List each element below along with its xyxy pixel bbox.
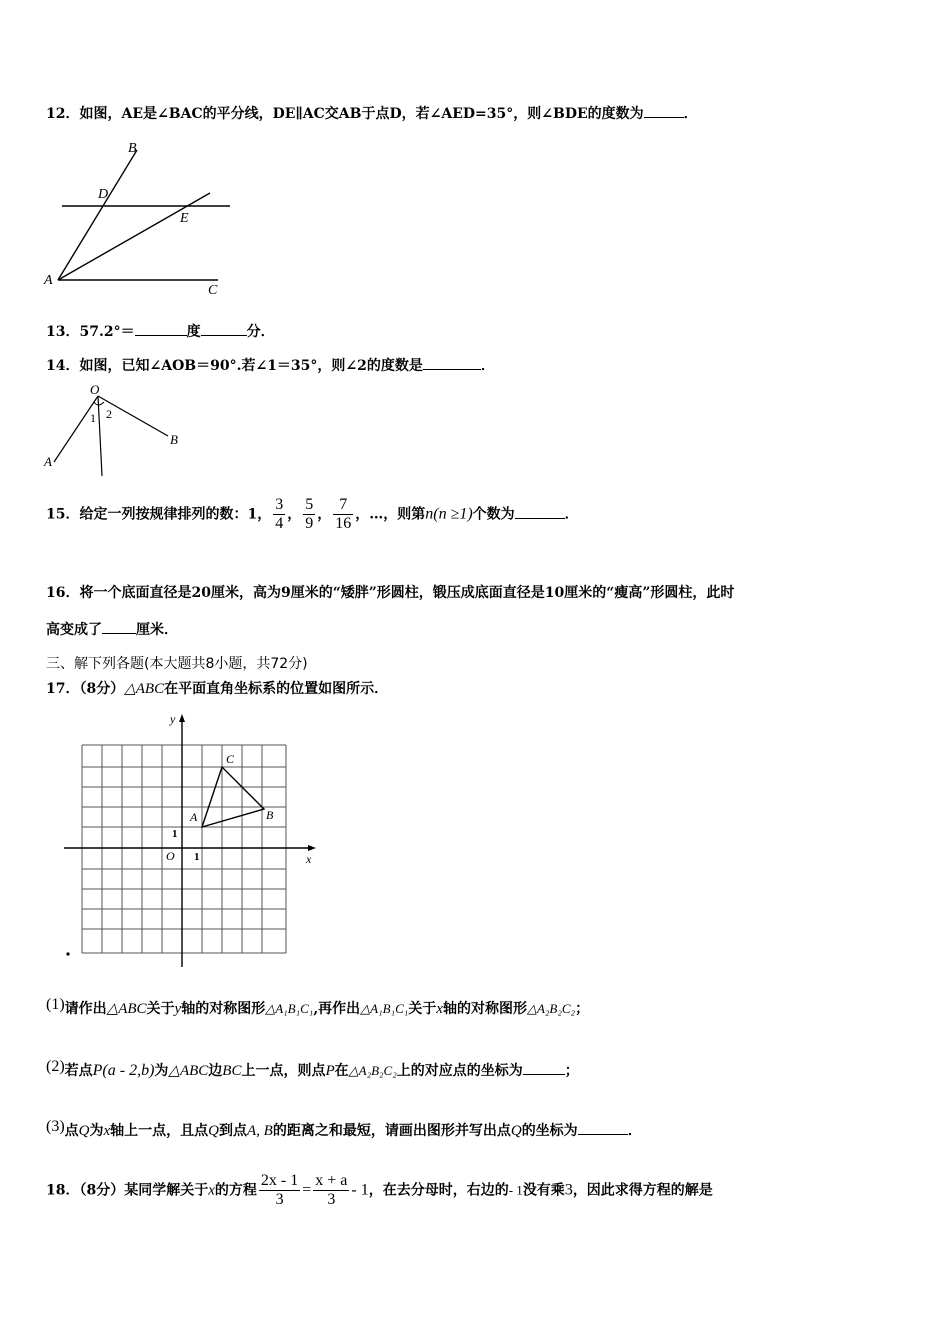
q15-frac-3: $\frac{7}{16}$ — [335, 496, 352, 532]
q15-text: 15．给定一列按规律排列的数：1， $\frac{3}{4}$ ， $\frac{5}{9}$ ， $\frac{7}{16}$ ，…，则第n(n ≥1)个数为 ． — [46, 496, 579, 532]
q14-text: 14．如图，已知∠AOB＝90°.若∠1＝35°，则∠2的度数是 ． — [46, 355, 495, 375]
q14-label-A: A — [44, 454, 52, 469]
q12-label-D: D — [98, 187, 109, 202]
q18-lhs-fraction: $\frac{2x - 1}{3}$ — [260, 1172, 299, 1208]
q15-answer-blank[interactable] — [515, 504, 565, 519]
q17-part2: (2)若点P(a - 2,b)为△ABC边BC上一点，则点P在△A₂B₂C₂上的对应点的坐标为 ； — [46, 1058, 579, 1079]
q12-text: 12．如图，AE是∠BAC的平分线，DE∥AC交AB于点D，若∠AED=35°，则∠BDE的度数为 ． — [46, 103, 698, 123]
q13-degree-blank[interactable] — [135, 321, 187, 336]
q13-minute-blank[interactable] — [201, 321, 247, 336]
q17-part3-answer-blank[interactable] — [578, 1120, 628, 1135]
q14-answer-blank[interactable] — [423, 355, 481, 370]
q17-tick-x-1: 1 — [194, 851, 200, 863]
q12-label-C: C — [208, 283, 218, 298]
q14-figure — [40, 380, 200, 480]
q17-point-A: A — [190, 810, 198, 824]
q17-point-B: B — [266, 808, 274, 822]
q16-answer-blank[interactable] — [102, 619, 136, 634]
q16-line1: 16．将一个底面直径是20厘米，高为9厘米的“矮胖”形圆柱，锻压成底面直径是10厘米的“瘦高”形圆柱，此时 — [46, 585, 735, 601]
q14-label-2: 2 — [106, 407, 112, 421]
q14-label-1: 1 — [90, 411, 96, 425]
q13-text: 13．57.2°＝ 度 分． — [46, 321, 275, 341]
q17-text: 17．（8分）△ABC在平面直角坐标系的位置如图所示． — [46, 681, 389, 697]
q17-axis-y-label: y — [170, 712, 176, 726]
q14-label-B: B — [170, 432, 178, 447]
q12-label-A: A — [44, 273, 53, 288]
q17-tick-y-1: 1 — [172, 828, 178, 840]
q15-frac-2: $\frac{5}{9}$ — [305, 496, 314, 532]
q12-label-E: E — [180, 211, 189, 226]
q17-axis-x-label: x — [306, 852, 312, 866]
q18-text: 18．（8分）某同学解关于x的方程 $\frac{2x - 1}{3}$ = $\frac{x + a}{3}$ - 1，在去分母时，右边的- 1没有乘3，因此求得方程的解是 — [46, 1172, 713, 1208]
q12-answer-blank[interactable] — [644, 103, 684, 118]
q15-frac-1: $\frac{3}{4}$ — [275, 496, 284, 532]
q16-line2: 高变成了 厘米． — [46, 619, 178, 639]
q17-part1: (1)请作出△ABC关于y轴的对称图形△A₁B₁C₁,再作出△A₁B₁C₁关于x轴的对称图形△A₂B₂C₂； — [46, 996, 590, 1017]
q17-part2-answer-blank[interactable] — [523, 1060, 565, 1075]
q12-label-B: B — [128, 141, 137, 156]
section-3-heading: 三、解下列各题(本大题共8小题，共72分) — [46, 656, 308, 672]
q12-figure — [40, 138, 240, 298]
q17-point-C: C — [226, 752, 235, 766]
q15-condition: n(n ≥1) — [425, 505, 473, 523]
q18-rhs-fraction: $\frac{x + a}{3}$ — [315, 1172, 348, 1208]
q17-part3: (3)点Q为x轴上一点，且点Q到点A, B的距离之和最短，请画出图形并写出点Q的坐标为 ． — [46, 1118, 642, 1139]
q17-origin-label: O — [166, 849, 175, 863]
q14-label-O: O — [90, 382, 100, 397]
q17-coordinate-grid — [60, 705, 330, 970]
